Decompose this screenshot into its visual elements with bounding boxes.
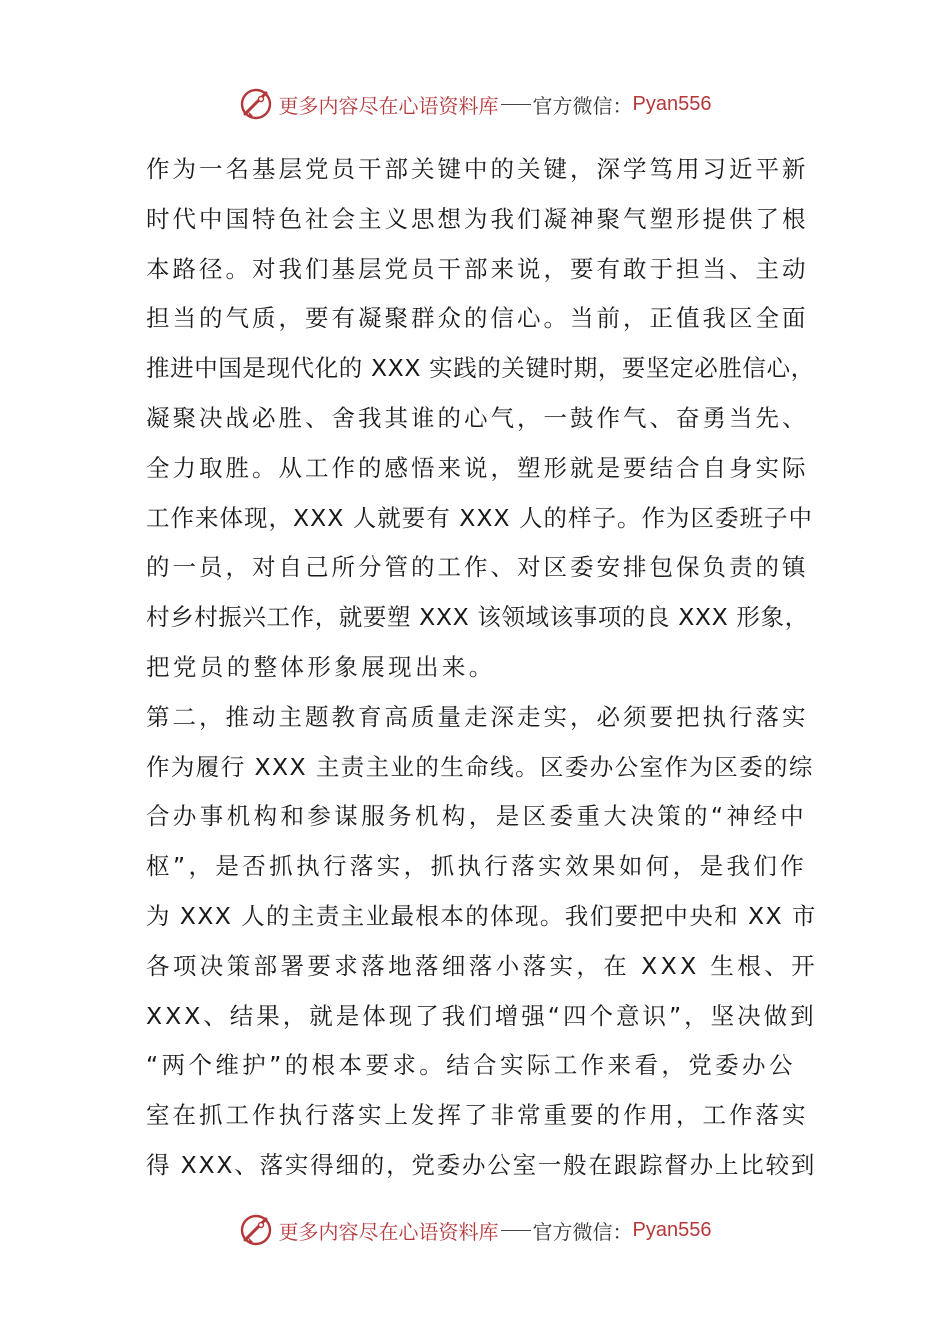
body-text-line: 担当的气质，要有凝聚群众的信心。当前，正值我区全面 xyxy=(146,304,809,333)
body-text-line: 各项决策部署要求落地落细落小落实，在 XXX 生根、开 xyxy=(146,951,819,980)
banner-brand-text: 更多内容尽在心语资料库 xyxy=(278,1219,499,1244)
pen-circle-icon xyxy=(239,87,273,121)
document-body xyxy=(146,145,819,1191)
body-text-line: 枢”，是否抓执行落实，抓执行落实效果如何，是我们作 xyxy=(146,852,808,881)
body-text-line: 把党员的整体形象展现出来。 xyxy=(146,652,496,681)
banner-wechat-label: 官方微信： xyxy=(532,1219,633,1244)
body-text-line: 得 XXX、落实得细的，党委办公室一般在跟踪督办上比较到 xyxy=(146,1150,817,1179)
banner-wechat-label: 官方微信： xyxy=(532,93,633,118)
body-text-line: 本路径。对我们基层党员干部来说，要有敢于担当、主动 xyxy=(146,254,809,283)
body-text-line: 合办事机构和参谋服务机构，是区委重大决策的“神经中 xyxy=(146,802,808,831)
body-text-line: 工作来体现，XXX 人就要有 XXX 人的样子。作为区委班子中 xyxy=(146,503,814,532)
pen-circle-icon xyxy=(239,1213,273,1247)
banner-divider xyxy=(501,104,531,105)
body-text-line: 作为一名基层党员干部关键中的关键，深学笃用习近平新 xyxy=(146,155,809,183)
body-text-line: XXX、结果，就是体现了我们增强“四个意识”，坚决做到 xyxy=(146,1001,817,1030)
body-text-line: 村乡村振兴工作，就要塑 XXX 该领域该事项的良 XXX 形象， xyxy=(146,603,809,632)
banner-divider xyxy=(501,1230,531,1231)
body-text-line: 凝聚决战必胜、舍我其谁的心气，一鼓作气、奋勇当先、 xyxy=(146,403,809,432)
banner-brand-text: 更多内容尽在心语资料库 xyxy=(278,93,499,118)
banner-wechat-id: Pyan556 xyxy=(632,92,712,115)
body-text-line: 室在抓工作执行落实上发挥了非常重要的作用，工作落实 xyxy=(146,1101,809,1130)
body-text-line: 作为履行 XXX 主责主业的生命线。区委办公室作为区委的综 xyxy=(146,752,814,781)
body-text-line: 的一员，对自己所分管的工作、对区委安排包保负责的镇 xyxy=(146,553,809,582)
body-text-line: 第二，推动主题教育高质量走深走实，必须要把执行落实 xyxy=(146,702,809,731)
banner-wechat-id: Pyan556 xyxy=(632,1218,712,1241)
body-text-line: 推进中国是现代化的 XXX 实践的关键时期，要坚定必胜信心， xyxy=(146,354,815,383)
header-banner xyxy=(0,82,950,126)
body-text-line: 全力取胜。从工作的感悟来说，塑形就是要结合自身实际 xyxy=(146,453,809,482)
body-text-line: 时代中国特色社会主义思想为我们凝神聚气塑形提供了根 xyxy=(146,204,809,233)
footer-banner xyxy=(0,1208,950,1252)
body-text-line: “两个维护”的根本要求。结合实际工作来看，党委办公 xyxy=(146,1051,796,1080)
body-text-line: 为 XXX 人的主责主业最根本的体现。我们要把中央和 XX 市 xyxy=(146,901,817,930)
